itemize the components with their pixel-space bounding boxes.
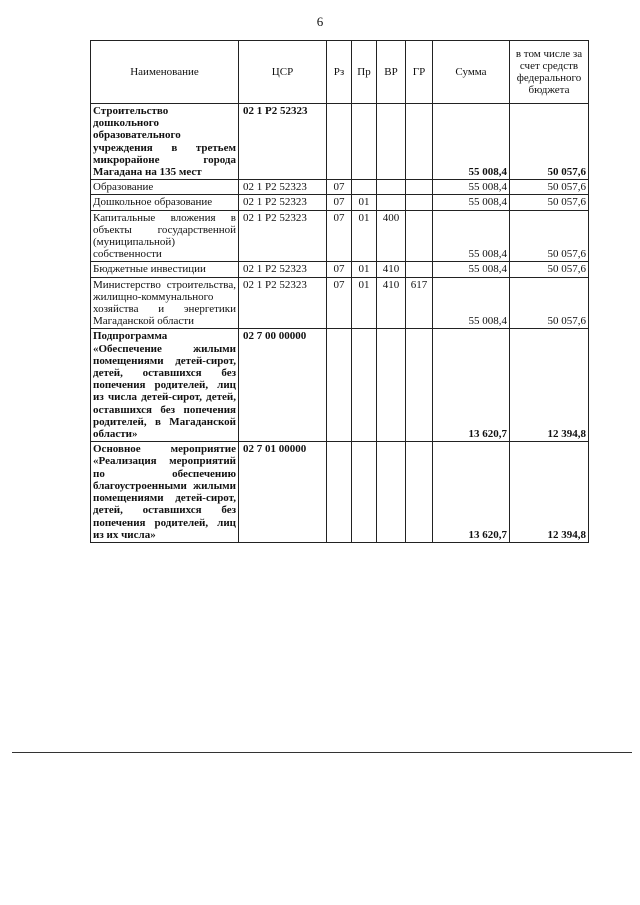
row-gr [406,329,433,442]
table-row [91,180,589,195]
row-pr [352,104,377,180]
header-row [91,41,589,104]
row-pr: 01 [352,210,377,262]
header-vr: ВР [377,41,406,104]
row-csr: 02 1 P2 52323 [239,277,327,329]
row-gr [406,180,433,195]
row-name: Основное мероприятие «Реализация мероприятий по обеспечению благоустроенными жилыми помещениями детей-сирот, детей, оставшихся без попечения родителей, лиц из их числа» [91,442,239,543]
row-sum: 55 008,4 [433,180,510,195]
table-row [91,210,589,262]
row-vr: 400 [377,210,406,262]
row-sum: 55 008,4 [433,210,510,262]
row-rz [327,329,352,442]
row-sum: 55 008,4 [433,195,510,210]
row-rz: 07 [327,262,352,277]
budget-table [90,40,589,543]
row-rz [327,104,352,180]
row-federal: 50 057,6 [510,210,589,262]
row-rz: 07 [327,180,352,195]
row-vr [377,329,406,442]
row-gr: 617 [406,277,433,329]
row-gr [406,262,433,277]
row-rz [327,442,352,543]
row-federal: 50 057,6 [510,195,589,210]
table-row [91,329,589,442]
row-csr: 02 7 01 00000 [239,442,327,543]
row-pr [352,180,377,195]
header-rz: Рз [327,41,352,104]
row-federal: 50 057,6 [510,180,589,195]
row-name: Дошкольное образование [91,195,239,210]
row-sum: 55 008,4 [433,262,510,277]
header-federal: в том числе за счет средств федерального бюджета [510,41,589,104]
row-vr [377,195,406,210]
row-vr [377,104,406,180]
row-name: Строительство дошкольного образовательного учреждения в третьем микрорайоне города Магадана на 135 мест [91,104,239,180]
table-row [91,104,589,180]
table-row [91,262,589,277]
page-number: 6 [316,14,324,29]
header-pr: Пр [352,41,377,104]
row-sum: 13 620,7 [433,329,510,442]
row-csr: 02 1 P2 52323 [239,262,327,277]
bottom-divider [12,752,632,753]
row-vr [377,180,406,195]
row-pr: 01 [352,195,377,210]
row-csr: 02 7 00 00000 [239,329,327,442]
header-sum: Сумма [433,41,510,104]
row-pr [352,442,377,543]
row-name: Министерство строительства, жилищно-коммунального хозяйства и энергетики Магаданской области [91,277,239,329]
row-csr: 02 1 P2 52323 [239,180,327,195]
row-csr: 02 1 P2 52323 [239,195,327,210]
row-name: Бюджетные инвестиции [91,262,239,277]
row-sum: 55 008,4 [433,277,510,329]
row-pr [352,329,377,442]
row-sum: 55 008,4 [433,104,510,180]
row-vr [377,442,406,543]
header-name: Наименование [91,41,239,104]
row-vr: 410 [377,262,406,277]
header-gr: ГР [406,41,433,104]
row-federal: 50 057,6 [510,104,589,180]
row-gr [406,195,433,210]
row-federal: 12 394,8 [510,442,589,543]
row-pr: 01 [352,277,377,329]
row-federal: 50 057,6 [510,277,589,329]
row-name: Образование [91,180,239,195]
row-gr [406,104,433,180]
row-rz: 07 [327,210,352,262]
table-row [91,195,589,210]
table-row [91,277,589,329]
row-csr: 02 1 P2 52323 [239,210,327,262]
row-federal: 50 057,6 [510,262,589,277]
header-csr: ЦСР [239,41,327,104]
row-rz: 07 [327,277,352,329]
row-name: Подпрограмма «Обеспечение жилыми помещениями детей-сирот, детей, оставшихся без попечения родителей, лиц из числа детей-сирот, детей, оставшихся без попечения родителей, в Магаданской области» [91,329,239,442]
row-sum: 13 620,7 [433,442,510,543]
row-name: Капитальные вложения в объекты государственной (муниципальной) собственности [91,210,239,262]
row-federal: 12 394,8 [510,329,589,442]
row-csr: 02 1 P2 52323 [239,104,327,180]
row-rz: 07 [327,195,352,210]
table-row [91,442,589,543]
row-vr: 410 [377,277,406,329]
row-gr [406,442,433,543]
row-gr [406,210,433,262]
row-pr: 01 [352,262,377,277]
